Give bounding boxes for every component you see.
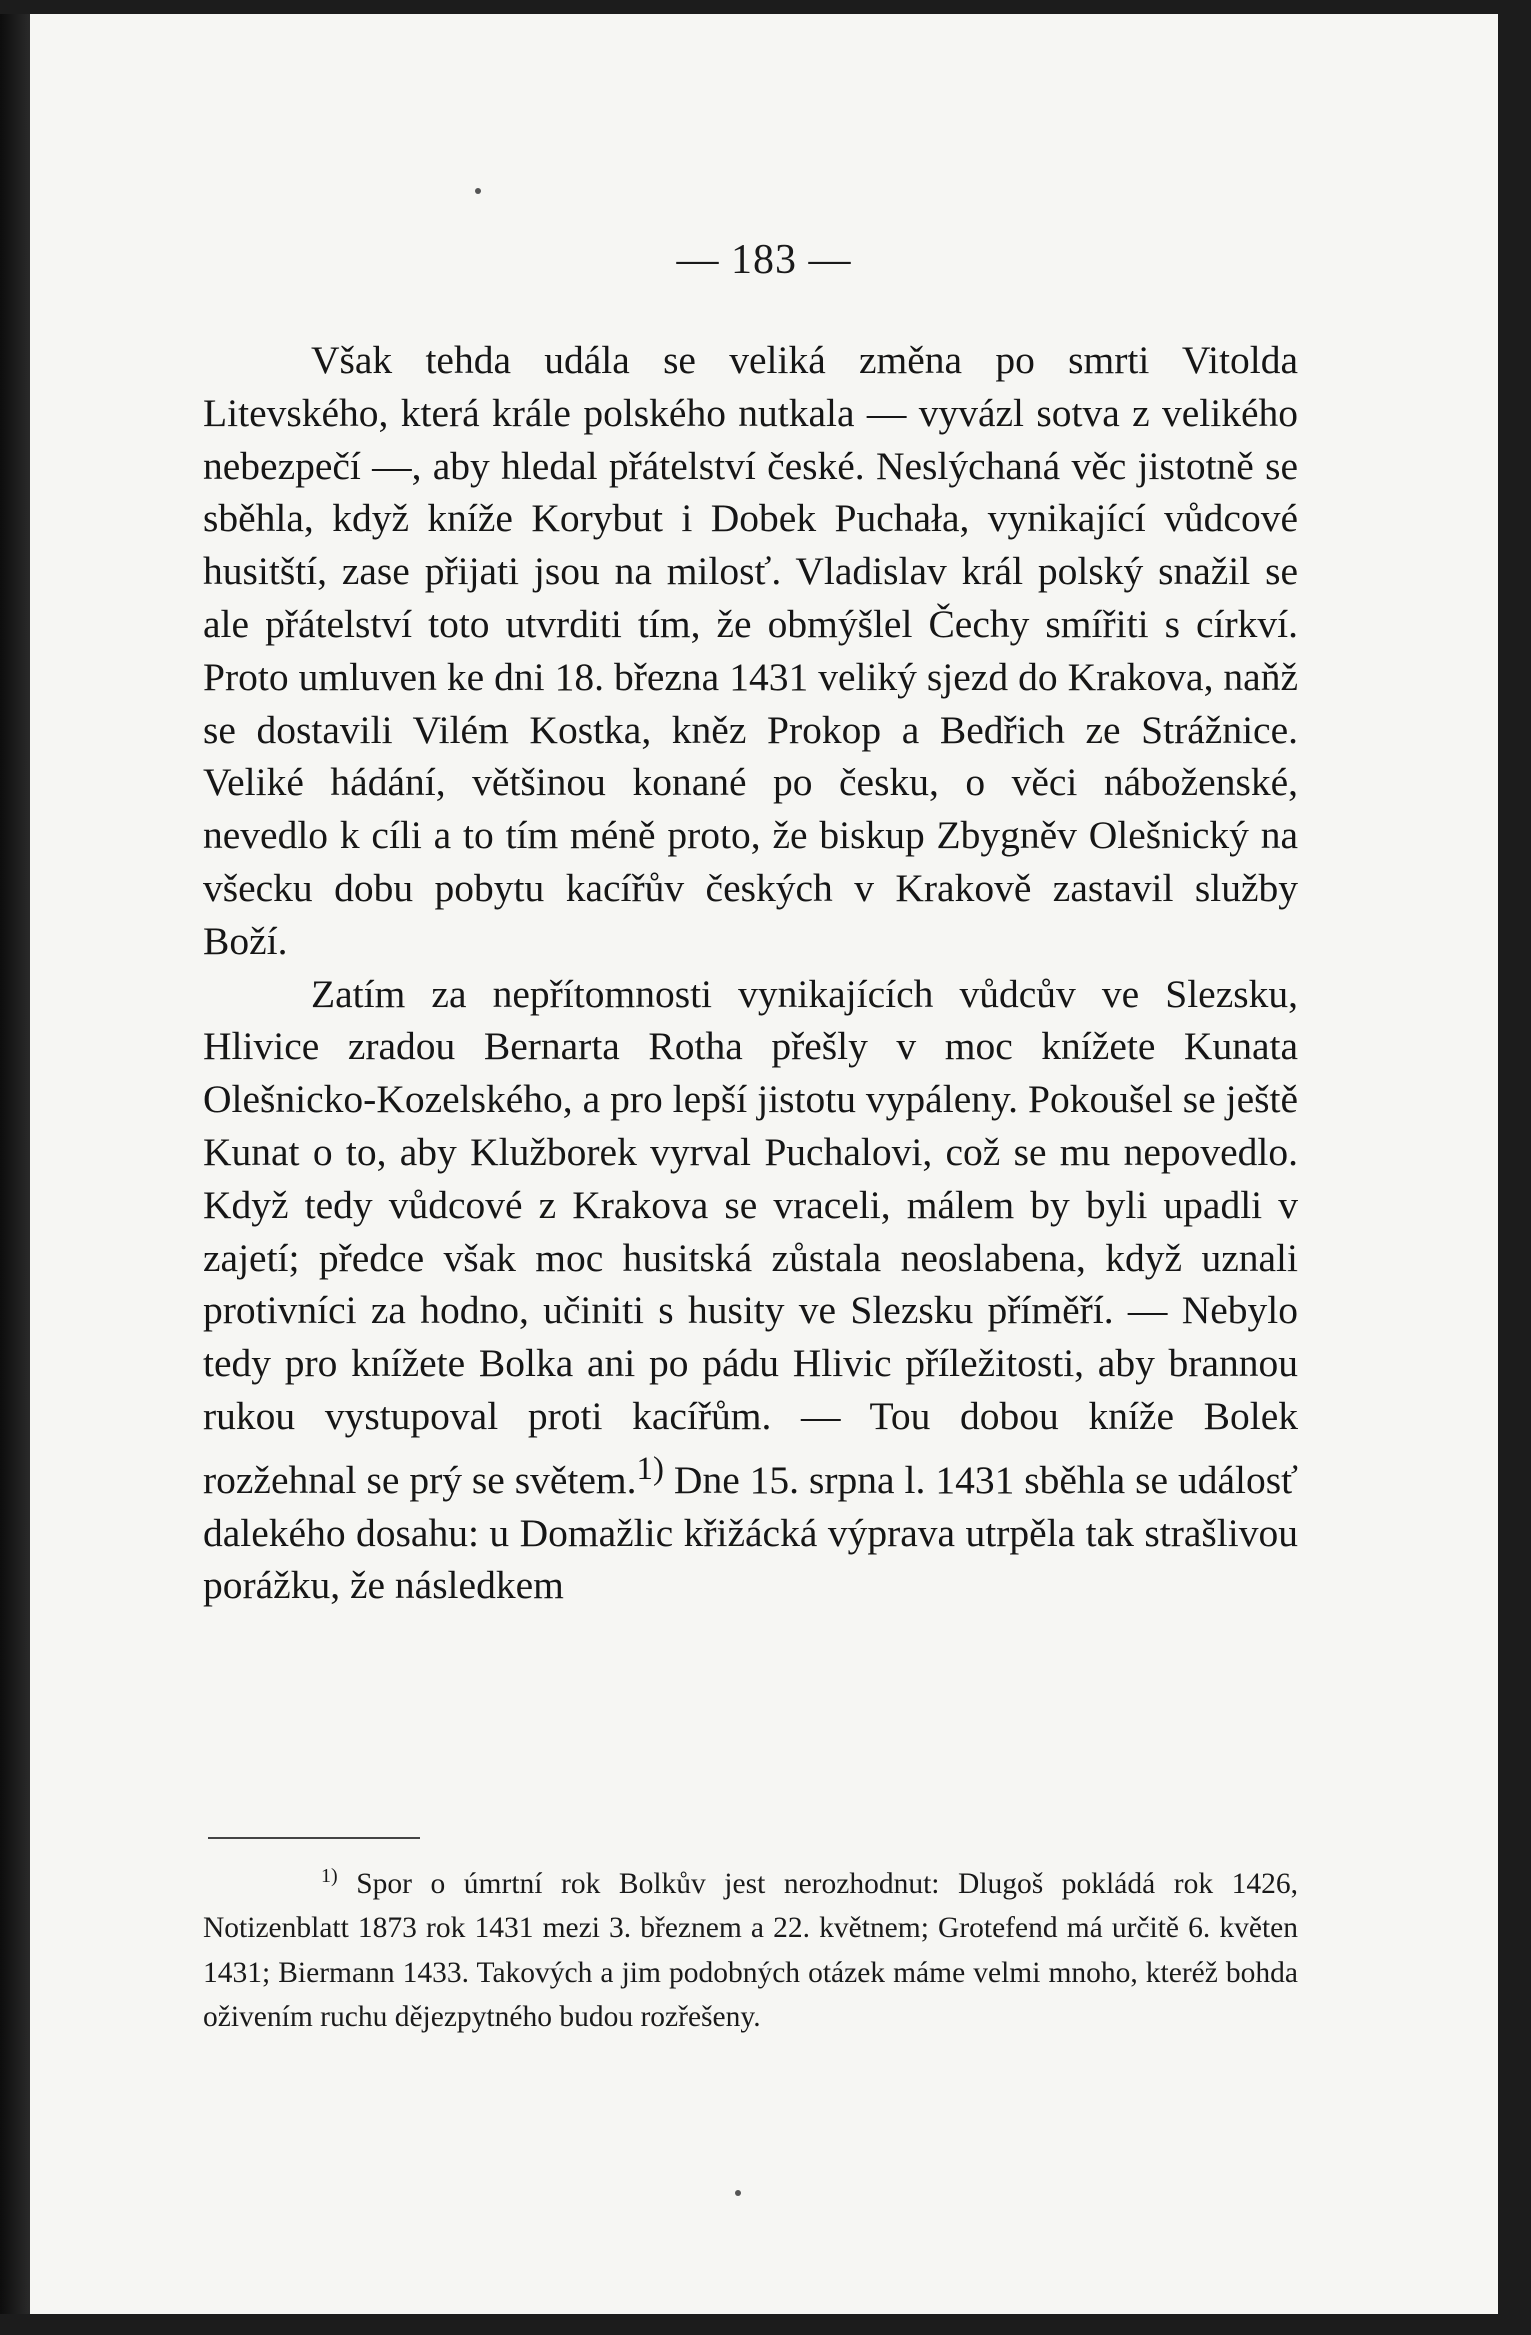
paragraph-1: Však tehda udála se veliká změna po smrti Vitolda Litevského, která krále polského nutkala — vyvázl sotva z velikého nebezpečí —, aby hledal přátelství české. Neslýchaná věc jistotně se sběhla, když kníže Korybut i Dobek Puchała, vynikající vůdcové husitští, zase přijati jsou na milosť. Vladislav král polský snažil se ale přátelství toto utvrditi tím, že obmýšlel Čechy smířiti s církví. Proto umluven ke dni 18. března 1431 veliký sjezd do Krakova, naňž se dostavili Vilém Kostka, kněz Prokop a Bedřich ze Strážnice. Veliké hádání, většinou konané po česku, o věci náboženské, nevedlo k cíli a to tím méně proto, že biskup Zbygněv Olešnický na všecku dobu pobytu kacířův českých v Krakově zastavil služby Boží. [203, 338, 1298, 963]
footnote-marker: 1) [321, 1865, 338, 1887]
main-text [203, 334, 1298, 1612]
footnote-reference: 1) [636, 1450, 664, 1487]
book-page [30, 14, 1498, 2314]
footnote [203, 1854, 1298, 2040]
paragraph-2-tail: Dne 15. srpna l. 1431 sběhla se událosť dalekého dosahu: u Domažlic křižácká výprava utrpěla tak strašlivou porážku, že následkem [203, 1457, 1298, 1608]
paragraph-2 [203, 968, 1298, 1613]
footnote-paragraph [203, 1854, 1298, 2040]
speck [735, 2190, 741, 2196]
speck [475, 188, 481, 194]
book-spine [0, 14, 30, 2314]
footnote-text: Spor o úmrtní rok Bolkův jest nerozhodnut: Dlugoš pokládá rok 1426, Notizenblatt 1873 rok 1431 mezi 3. březnem a 22. květnem; Grotefend má určitě 6. květen 1431; Biermann 1433. Takových a jim podobných otázek máme velmi mnoho, kteréž bohda oživením ruchu dějezpytného budou rozřešeny. [203, 1867, 1298, 2034]
footnote-divider [208, 1837, 420, 1839]
paragraph-2-text: Zatím za nepřítomnosti vynikajících vůdcův ve Slezsku, Hlivice zradou Bernarta Rotha přešly v moc knížete Kunata Olešnicko-Kozelského, a pro lepší jistotu vypáleny. Pokoušel se ještě Kunat o to, aby Klužborek vyrval Puchalovi, což se mu nepovedlo. Když tedy vůdcové z Krakova se vraceli, málem by byli upadli v zajetí; předce však moc husitská zůstala neoslabena, když uznali protivníci za hodno, učiniti s husity ve Slezsku příměří. — Nebylo tedy pro knížete Bolka ani po pádu Hlivic příležitosti, aby brannou rukou vystupoval proti kacířům. — Tou dobou kníže Bolek rozžehnal se prý se světem. [203, 971, 1298, 1502]
page-number: — 183 — [676, 237, 852, 283]
